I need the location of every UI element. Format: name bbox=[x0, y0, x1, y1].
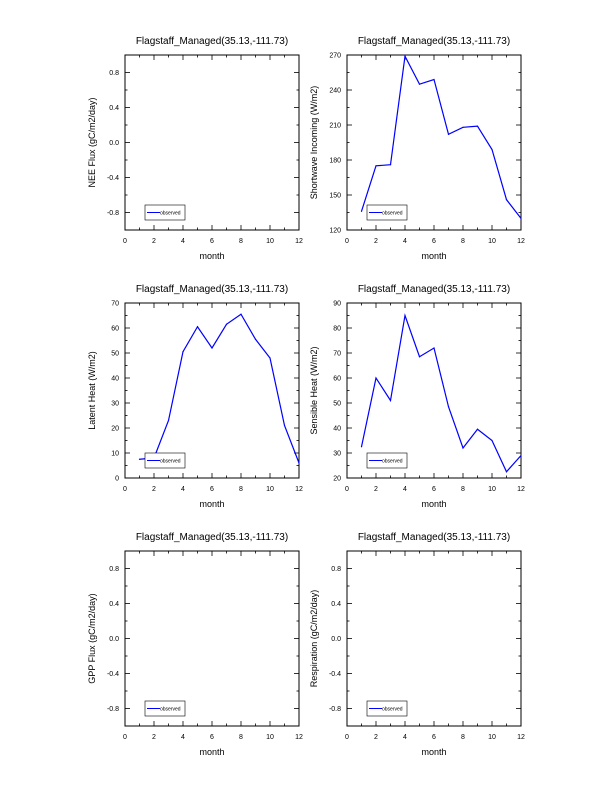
x-tick-label: 10 bbox=[488, 238, 496, 245]
x-tick-label: 8 bbox=[239, 238, 243, 245]
legend-label: observed bbox=[160, 210, 181, 217]
data-point bbox=[375, 377, 376, 378]
series-line bbox=[362, 56, 522, 218]
x-tick-label: 6 bbox=[432, 238, 436, 245]
x-tick-label: 2 bbox=[152, 238, 156, 245]
y-tick-label: 0.0 bbox=[109, 140, 119, 147]
x-tick-label: 12 bbox=[295, 734, 303, 741]
x-tick-label: 4 bbox=[181, 734, 185, 741]
x-tick-label: 10 bbox=[488, 486, 496, 493]
data-point bbox=[390, 400, 391, 401]
data-point bbox=[255, 339, 256, 340]
chart-panel bbox=[309, 284, 525, 509]
plot-frame bbox=[125, 303, 299, 478]
legend-label: observed bbox=[382, 706, 403, 713]
legend-label: observed bbox=[382, 458, 403, 465]
data-point bbox=[240, 314, 241, 315]
x-axis-label: month bbox=[199, 251, 225, 261]
data-point bbox=[404, 315, 405, 316]
y-tick-label: 20 bbox=[333, 475, 341, 483]
y-tick-label: 70 bbox=[333, 350, 341, 358]
x-tick-label: 8 bbox=[461, 734, 465, 741]
x-tick-label: 8 bbox=[239, 734, 243, 741]
data-point bbox=[197, 326, 198, 327]
x-tick-label: 0 bbox=[345, 238, 349, 245]
data-point bbox=[477, 429, 478, 430]
y-tick-label: 30 bbox=[111, 400, 119, 408]
y-tick-label: 120 bbox=[329, 227, 341, 235]
y-tick-label: 20 bbox=[111, 425, 119, 433]
x-axis-label: month bbox=[199, 747, 225, 757]
data-point bbox=[448, 406, 449, 407]
x-tick-label: 4 bbox=[181, 238, 185, 245]
x-tick-label: 12 bbox=[517, 238, 525, 245]
data-point bbox=[491, 440, 492, 441]
x-tick-label: 6 bbox=[432, 486, 436, 493]
data-point bbox=[520, 218, 521, 219]
chart-title: Flagstaff_Managed(35.13,-111.73) bbox=[357, 284, 511, 295]
series-line bbox=[362, 316, 522, 472]
data-point bbox=[269, 357, 270, 358]
data-point bbox=[211, 347, 212, 348]
x-tick-label: 8 bbox=[461, 486, 465, 493]
y-axis-label: GPP Flux (gC/m2/day) bbox=[87, 593, 97, 684]
y-tick-label: 70 bbox=[111, 300, 119, 308]
plot-frame bbox=[125, 551, 299, 726]
series-line bbox=[140, 314, 300, 463]
x-tick-label: 6 bbox=[210, 734, 214, 741]
chart-panel bbox=[87, 532, 303, 757]
y-tick-label: 10 bbox=[111, 450, 119, 458]
x-tick-label: 6 bbox=[210, 238, 214, 245]
y-tick-label: 150 bbox=[329, 192, 341, 200]
x-tick-label: 4 bbox=[181, 486, 185, 493]
y-tick-label: 0.0 bbox=[331, 636, 341, 643]
x-tick-label: 10 bbox=[266, 486, 274, 493]
y-tick-label: -0.8 bbox=[328, 706, 341, 713]
data-point bbox=[419, 84, 420, 85]
chart-title: Flagstaff_Managed(35.13,-111.73) bbox=[357, 36, 511, 47]
x-axis-label: month bbox=[421, 251, 447, 261]
y-tick-label: 40 bbox=[111, 375, 119, 383]
x-tick-label: 4 bbox=[403, 734, 407, 741]
data-point bbox=[520, 455, 521, 456]
y-tick-label: 30 bbox=[333, 450, 341, 458]
x-tick-label: 10 bbox=[488, 734, 496, 741]
data-point bbox=[361, 211, 362, 212]
y-axis-label: Shortwave Incoming (W/m2) bbox=[309, 85, 319, 200]
y-tick-label: 0.8 bbox=[109, 566, 119, 573]
x-tick-label: 8 bbox=[461, 238, 465, 245]
chart-panel bbox=[309, 532, 525, 757]
x-tick-label: 12 bbox=[295, 238, 303, 245]
x-tick-label: 6 bbox=[210, 486, 214, 493]
x-tick-label: 2 bbox=[374, 734, 378, 741]
y-tick-label: -0.4 bbox=[106, 175, 119, 182]
data-point bbox=[298, 462, 299, 463]
plot-frame bbox=[347, 551, 521, 726]
chart-panel bbox=[87, 284, 303, 509]
x-axis-label: month bbox=[199, 499, 225, 509]
y-tick-label: 80 bbox=[333, 325, 341, 333]
x-tick-label: 2 bbox=[152, 734, 156, 741]
y-axis-label: Respiration (gC/m2/day) bbox=[309, 589, 319, 688]
x-tick-label: 10 bbox=[266, 734, 274, 741]
y-tick-label: 210 bbox=[329, 122, 341, 130]
chart-title: Flagstaff_Managed(35.13,-111.73) bbox=[357, 532, 511, 543]
y-tick-label: -0.4 bbox=[106, 671, 119, 678]
x-tick-label: 0 bbox=[123, 734, 127, 741]
data-point bbox=[182, 351, 183, 352]
y-tick-label: -0.8 bbox=[106, 706, 119, 713]
data-point bbox=[506, 199, 507, 200]
x-axis-label: month bbox=[421, 747, 447, 757]
y-tick-label: 0 bbox=[115, 475, 119, 483]
y-tick-label: -0.8 bbox=[106, 210, 119, 217]
y-tick-label: 60 bbox=[333, 375, 341, 383]
y-axis-label: NEE Flux (gC/m2/day) bbox=[87, 97, 97, 188]
chart-title: Flagstaff_Managed(35.13,-111.73) bbox=[135, 284, 289, 295]
data-point bbox=[375, 165, 376, 166]
plot-frame bbox=[125, 55, 299, 230]
y-axis-label: Latent Heat (W/m2) bbox=[87, 351, 97, 430]
x-tick-label: 2 bbox=[374, 238, 378, 245]
data-point bbox=[433, 79, 434, 80]
chart-title: Flagstaff_Managed(35.13,-111.73) bbox=[135, 532, 289, 543]
y-tick-label: 90 bbox=[333, 300, 341, 308]
legend-label: observed bbox=[160, 458, 181, 465]
data-point bbox=[419, 356, 420, 357]
data-point bbox=[404, 56, 405, 57]
x-tick-label: 6 bbox=[432, 734, 436, 741]
y-tick-label: 0.0 bbox=[109, 636, 119, 643]
data-point bbox=[139, 459, 140, 460]
y-axis-label: Sensible Heat (W/m2) bbox=[309, 346, 319, 435]
x-tick-label: 0 bbox=[345, 486, 349, 493]
data-point bbox=[433, 347, 434, 348]
x-tick-label: 10 bbox=[266, 238, 274, 245]
x-tick-label: 0 bbox=[123, 238, 127, 245]
y-tick-label: 270 bbox=[329, 52, 341, 60]
x-tick-label: 12 bbox=[517, 734, 525, 741]
data-point bbox=[506, 471, 507, 472]
y-tick-label: 40 bbox=[333, 425, 341, 433]
y-tick-label: 180 bbox=[329, 157, 341, 165]
legend-label: observed bbox=[160, 706, 181, 713]
data-point bbox=[477, 126, 478, 127]
data-point bbox=[462, 447, 463, 448]
data-point bbox=[226, 324, 227, 325]
y-tick-label: 50 bbox=[333, 400, 341, 408]
chart-panel bbox=[309, 36, 525, 261]
y-tick-label: 0.4 bbox=[109, 601, 119, 608]
y-tick-label: 0.8 bbox=[109, 70, 119, 77]
data-point bbox=[462, 127, 463, 128]
x-tick-label: 4 bbox=[403, 486, 407, 493]
chart-panel bbox=[87, 36, 303, 261]
x-tick-label: 0 bbox=[345, 734, 349, 741]
data-point bbox=[448, 134, 449, 135]
x-axis-label: month bbox=[421, 499, 447, 509]
x-tick-label: 4 bbox=[403, 238, 407, 245]
x-tick-label: 2 bbox=[374, 486, 378, 493]
y-tick-label: 0.4 bbox=[331, 601, 341, 608]
y-tick-label: 240 bbox=[329, 87, 341, 95]
data-point bbox=[284, 425, 285, 426]
data-point bbox=[390, 164, 391, 165]
y-tick-label: 60 bbox=[111, 325, 119, 333]
y-tick-label: 0.8 bbox=[331, 566, 341, 573]
x-tick-label: 12 bbox=[517, 486, 525, 493]
legend-label: observed bbox=[382, 210, 403, 217]
x-tick-label: 12 bbox=[295, 486, 303, 493]
data-point bbox=[361, 446, 362, 447]
y-tick-label: 0.4 bbox=[109, 105, 119, 112]
x-tick-label: 2 bbox=[152, 486, 156, 493]
chart-title: Flagstaff_Managed(35.13,-111.73) bbox=[135, 36, 289, 47]
data-point bbox=[168, 420, 169, 421]
x-tick-label: 0 bbox=[123, 486, 127, 493]
y-tick-label: 50 bbox=[111, 350, 119, 358]
data-point bbox=[491, 149, 492, 150]
y-tick-label: -0.4 bbox=[328, 671, 341, 678]
x-tick-label: 8 bbox=[239, 486, 243, 493]
